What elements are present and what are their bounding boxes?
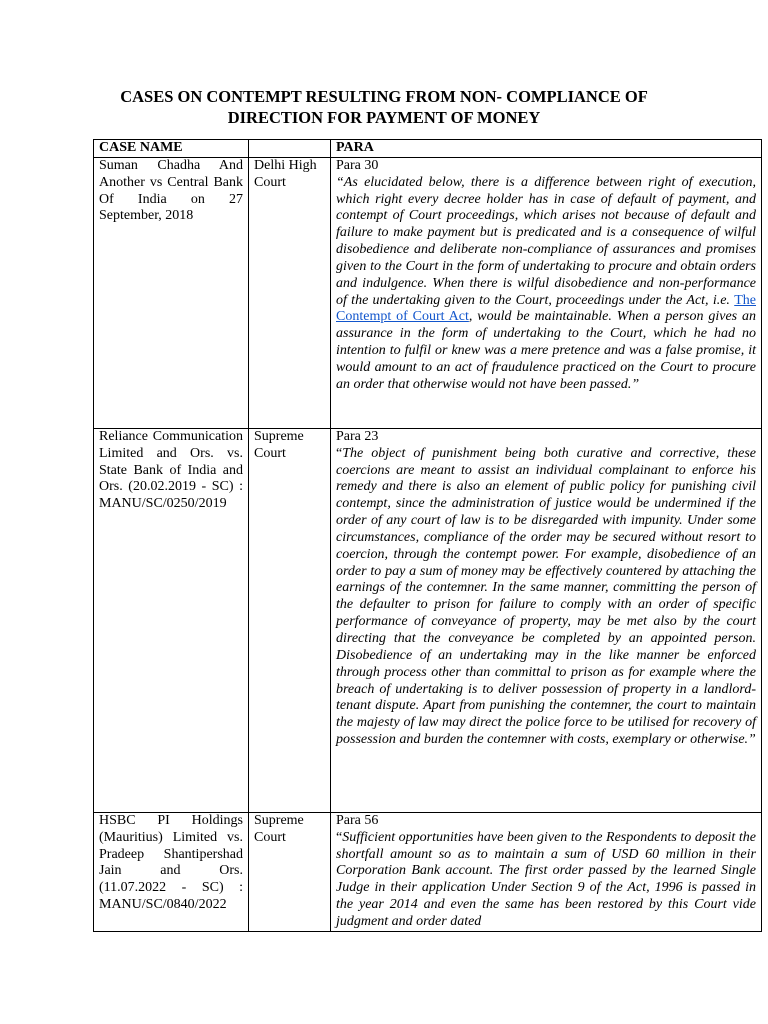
table-row [94,812,762,931]
quote-text-after-link: , would be maintainable. When a person gives an assurance in the form of undertaking to the Court, which he had no intention to fulfil or knew was a mere pretence and was a false promise, it would amount to an act of fraudulence practiced on the Court to procure an order that otherwise would not have been passed.” [336,309,757,392]
contempt-of-court-act-link[interactable]: The Contempt of Court Act [336,292,756,325]
quote-text-before-link: “As elucidated below, there is a difference between right of execution, which right every decree holder has in case of default of payment, and contempt of Court proceedings, which arises not because of default and failure to make payment but is predicated and is a consequence of wilful disobedience and deliberate non-compliance of assurances and promises given to the Court in the form of undertaking to procure and obtain orders and indulgence. When there is wilful disobedience and non-performance of the undertaking given to the Court, proceedings under the Act, i.e. [336,174,756,308]
quote-text: The object of punishment being both curative and corrective, these coercions are meant to assist an individual complainant to enforce his remedy and there is also an element of public policy for punishing civil contempt, since the administration of justice would be undermined if the order of any court of law is to be disregarded with impunity. Under some circumstances, compliance of the order may be secured without resort to coercion, through the contempt power. For example, disobedience of an order to pay a sum of money may be effectively countered by attaching the earnings of the contemner. In the same manner, committing the person of the defaulter to prison for failure to comply with an order of specific performance of conveyance of property, may be met also by the court directing that the conveyance be completed by an appointed person. Disobedience of an undertaking may in the like manner be enforced through process other than committal to prison as for example where the breach of undertaking is to deliver possession of property in a landlord-tenant dispute. Apart from punishing the contemner, the court to maintain the majesty of law may direct the police force to be utilised for recovery of possession and burden the contemner with costs, exemplary or otherwise.” [336,445,756,748]
court-cell: Delhi High Court [249,157,331,428]
table-header-row [94,140,762,158]
quote-open-mark: “ [336,829,343,845]
header-para: PARA [331,140,762,158]
para-label: Para 30 [336,157,379,173]
case-name-cell: Reliance Communication Limited and Ors. vs. State Bank of India and Ors. (20.02.2019 - SC) : MANU/SC/0250/2019 [94,428,249,812]
table-row [94,428,762,812]
para-label: Para 56 [336,812,379,828]
header-court [249,140,331,158]
court-cell: Supreme Court [249,812,331,931]
cases-table [93,139,762,932]
page-title [70,86,698,128]
court-cell: Supreme Court [249,428,331,812]
para-cell [331,428,762,812]
table-row [94,157,762,428]
para-quote [336,830,756,931]
para-cell [331,157,762,428]
case-name-cell: HSBC PI Holdings (Mauritius) Limited vs. Pradeep Shantipershad Jain and Ors. (11.07.2022 - SC) : MANU/SC/0840/2022 [94,812,249,931]
quote-text: Sufficient opportunities have been given to the Respondents to deposit the shortfall amount so as to maintain a sum of USD 60 million in their Corporation Bank account. The first order passed by the learned Single Judge in their application Under Section 9 of the Act, 1996 is passed in the year 2014 and even the same has been restored by this Court vide judgment and order dated [336,829,756,929]
quote-open-mark: “ [336,445,343,461]
case-name-cell: Suman Chadha And Another vs Central Bank Of India on 27 September, 2018 [94,157,249,428]
title-line-2: DIRECTION FOR PAYMENT OF MONEY [227,108,541,127]
para-label: Para 23 [336,428,379,444]
para-quote [336,446,756,749]
para-cell [331,812,762,931]
header-case-name: CASE NAME [94,140,249,158]
title-line-1: CASES ON CONTEMPT RESULTING FROM NON- COMPLIANCE OF [120,87,648,106]
para-quote [336,175,756,394]
